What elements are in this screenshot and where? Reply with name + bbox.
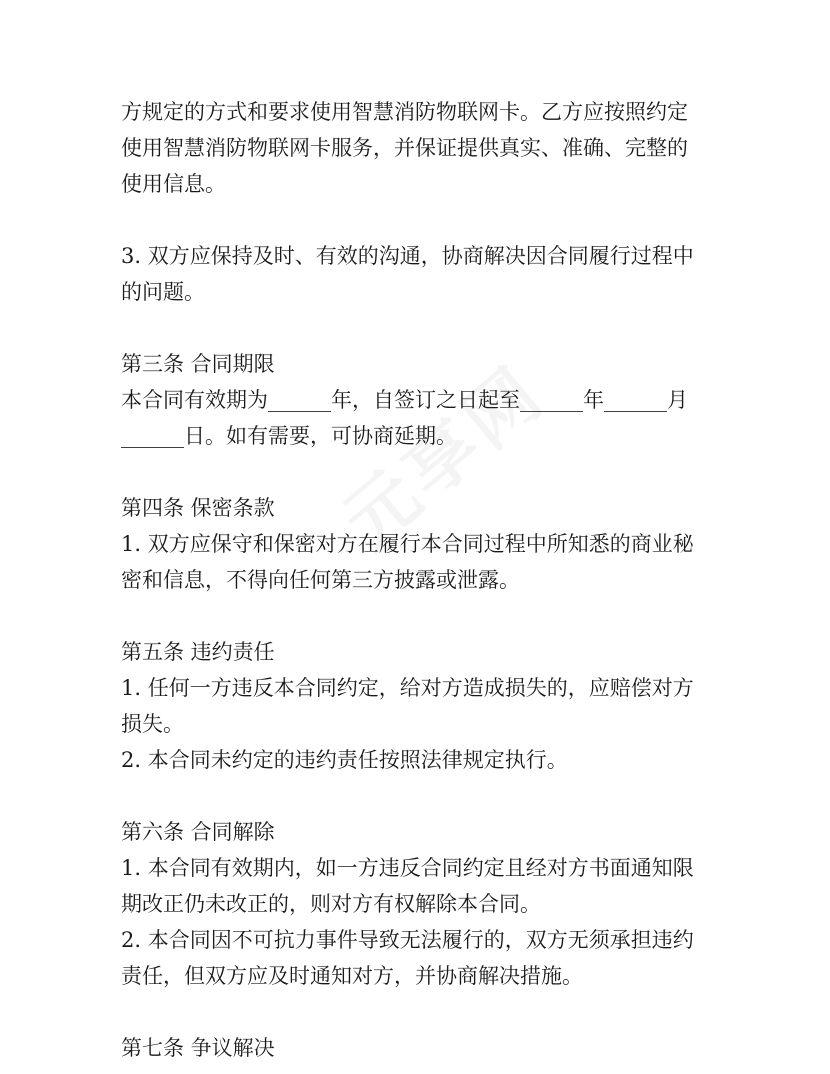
text-line: 的问题。 — [121, 280, 205, 304]
article-dispute — [121, 1030, 721, 1066]
article-heading: 第五条 违约责任 — [121, 640, 275, 664]
article-heading: 第三条 合同期限 — [121, 352, 275, 376]
article-termination — [121, 814, 721, 994]
text-line: 2. 本合同因不可抗力事件导致无法履行的，双方无须承担违约 — [121, 928, 694, 952]
text-line: ______日。如有需要，可协商延期。 — [121, 424, 457, 448]
text-line: 损失。 — [121, 712, 184, 736]
article-confidentiality — [121, 490, 721, 598]
text-line: 使用信息。 — [121, 172, 226, 196]
text-line: 密和信息，不得向任何第三方披露或泄露。 — [121, 568, 520, 592]
text-line: 本合同有效期为______年，自签订之日起至______年______月 — [121, 388, 688, 412]
text-line: 使用智慧消防物联网卡服务，并保证提供真实、准确、完整的 — [121, 136, 688, 160]
text-line: 1. 任何一方违反本合同约定，给对方造成损失的，应赔偿对方 — [121, 676, 694, 700]
clause-continuation — [121, 94, 721, 202]
article-heading: 第七条 争议解决 — [121, 1036, 275, 1060]
text-line: 1. 双方应保守和保密对方在履行本合同过程中所知悉的商业秘 — [121, 532, 694, 556]
text-line: 责任，但双方应及时通知对方，并协商解决措施。 — [121, 964, 583, 988]
text-line: 1. 本合同有效期内，如一方违反合同约定且经对方书面通知限 — [121, 856, 694, 880]
article-heading: 第四条 保密条款 — [121, 496, 275, 520]
article-term — [121, 346, 721, 454]
text-line: 期改正仍未改正的，则对方有权解除本合同。 — [121, 892, 541, 916]
text-line: 2. 本合同未约定的违约责任按照法律规定执行。 — [121, 748, 568, 772]
document-page — [121, 94, 721, 1066]
text-line: 3. 双方应保持及时、有效的沟通，协商解决因合同履行过程中 — [121, 244, 694, 268]
text-line: 方规定的方式和要求使用智慧消防物联网卡。乙方应按照约定 — [121, 100, 688, 124]
clause-communication — [121, 238, 721, 310]
article-breach — [121, 634, 721, 778]
article-heading: 第六条 合同解除 — [121, 820, 275, 844]
